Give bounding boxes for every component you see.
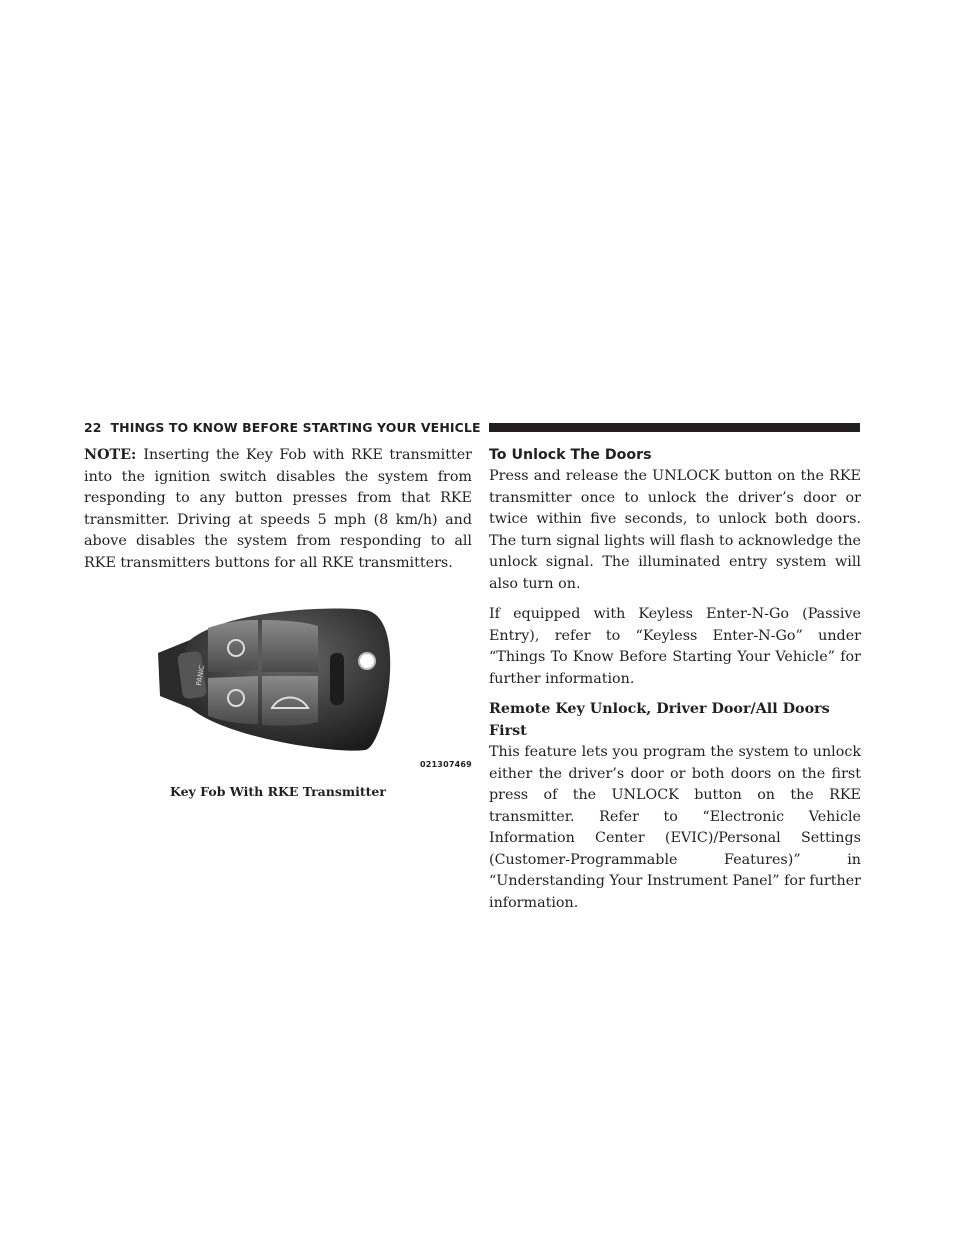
lock-button bbox=[208, 620, 258, 672]
note-label: NOTE: bbox=[84, 447, 137, 463]
unlock-button bbox=[208, 676, 258, 724]
section-title: To Unlock The Doors bbox=[489, 447, 652, 463]
key-fob-illustration bbox=[150, 598, 480, 773]
subheading-remote-unlock: Remote Key Unlock, Driver Door/All Doors First bbox=[489, 701, 830, 739]
paragraph-unlock: Press and release the UNLOCK button on the RKE transmitter once to unlock the driver’s door or twice within five seconds, to unlock both doors. The turn signal lights will flash to acknowledge the unlock signal. The illuminated entry system will also turn on. bbox=[489, 468, 861, 592]
page-header bbox=[84, 418, 860, 436]
header-rule bbox=[489, 423, 860, 432]
panic-label: PANIC bbox=[194, 664, 207, 687]
figure-caption: Key Fob With RKE Transmitter bbox=[170, 784, 386, 799]
page-number: 22 bbox=[84, 419, 102, 435]
note-paragraph bbox=[84, 445, 472, 574]
paragraph-keyless: If equipped with Keyless Enter-N-Go (Passive Entry), refer to “Keyless Enter-N-Go” under “Things To Know Before Starting Your Vehicle” for further information. bbox=[489, 606, 861, 687]
paragraph-program: This feature lets you program the system to unlock either the driver’s door or both doors on the first press of the UNLOCK button on the RKE transmitter. Refer to “Electronic Vehicle Information Center (EVIC)/Personal Settings (Customer-Programmable Features)” in “Understanding Your Instrument Panel” for further information. bbox=[489, 744, 861, 911]
remote-start-button bbox=[262, 620, 318, 672]
note-text: Inserting the Key Fob with RKE transmitter into the ignition switch disables the system from responding to any button presses from that RKE transmitter. Driving at speeds 5 mph (8 km/h) and above disables the system from responding to all RKE transmitters buttons for all RKE transmitters. bbox=[84, 447, 472, 571]
figure-code: 021307469 bbox=[420, 760, 472, 769]
left-column bbox=[84, 445, 472, 574]
fob-slot bbox=[330, 653, 344, 705]
trunk-button bbox=[262, 676, 318, 726]
key-ring-hole bbox=[359, 653, 375, 669]
right-column bbox=[489, 445, 861, 914]
header-text bbox=[84, 420, 481, 435]
chapter-title: THINGS TO KNOW BEFORE STARTING YOUR VEHICLE bbox=[110, 419, 481, 435]
